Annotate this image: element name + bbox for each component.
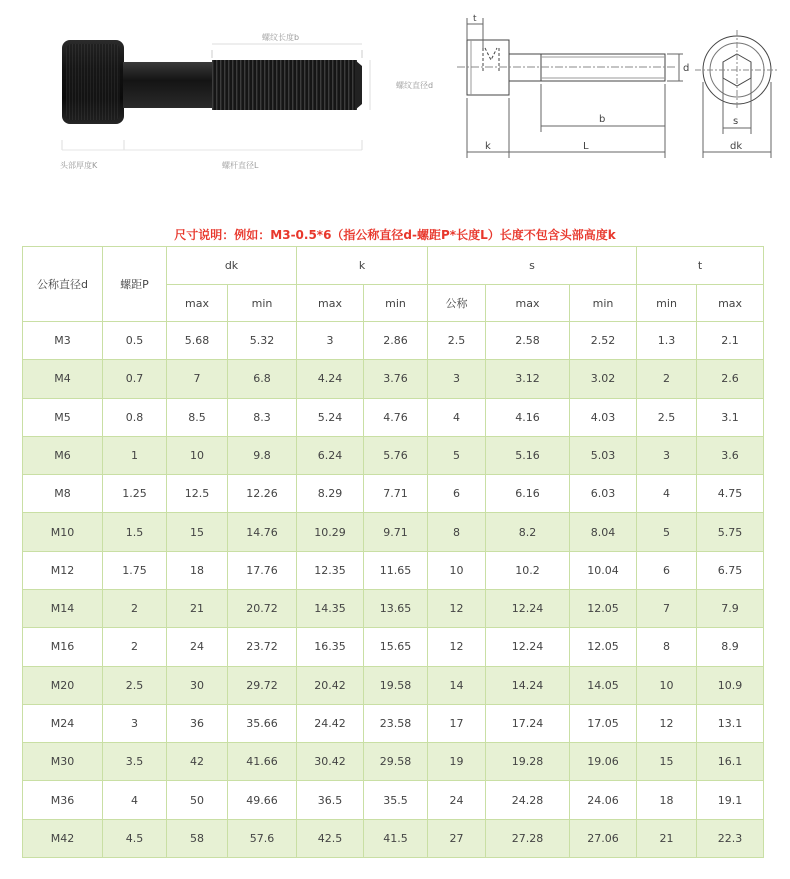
table-cell: 35.66	[228, 704, 297, 742]
table-cell: 2.5	[103, 666, 167, 704]
dim-k-label: k	[485, 141, 491, 152]
table-cell: 12	[428, 589, 486, 627]
table-cell: 5.76	[364, 436, 428, 474]
table-cell: 29.58	[364, 743, 428, 781]
table-cell: 5.24	[297, 398, 364, 436]
row-size-cell: M10	[23, 513, 103, 551]
table-row	[23, 360, 764, 398]
table-cell: 10.9	[697, 666, 764, 704]
table-cell: 5.16	[486, 436, 570, 474]
table-row	[23, 589, 764, 627]
table-cell: 4.24	[297, 360, 364, 398]
table-cell: 27.06	[570, 819, 637, 857]
table-cell: 17.76	[228, 551, 297, 589]
head-thickness-label: 头部厚度K	[60, 161, 98, 170]
table-cell: 12.5	[167, 475, 228, 513]
table-cell: 6.24	[297, 436, 364, 474]
row-size-cell: M14	[23, 589, 103, 627]
table-cell: 30	[167, 666, 228, 704]
table-cell: 36	[167, 704, 228, 742]
table-row	[23, 819, 764, 857]
row-size-cell: M3	[23, 322, 103, 360]
table-cell: 10.04	[570, 551, 637, 589]
table-cell: 8.5	[167, 398, 228, 436]
table-cell: 8.9	[697, 628, 764, 666]
thread-length-label: 螺纹长度b	[262, 33, 300, 42]
table-cell: 6.16	[486, 475, 570, 513]
table-cell: 2.1	[697, 322, 764, 360]
table-cell: 5.75	[697, 513, 764, 551]
table-cell: 35.5	[364, 781, 428, 819]
table-cell: 58	[167, 819, 228, 857]
table-cell: 57.6	[228, 819, 297, 857]
table-cell: 4.76	[364, 398, 428, 436]
table-cell: 4.75	[697, 475, 764, 513]
table-cell: 29.72	[228, 666, 297, 704]
table-cell: 9.71	[364, 513, 428, 551]
row-size-cell: M20	[23, 666, 103, 704]
table-cell: 0.8	[103, 398, 167, 436]
dim-t-label: t	[473, 14, 477, 24]
table-row	[23, 551, 764, 589]
table-cell: 5.68	[167, 322, 228, 360]
table-cell: 15	[167, 513, 228, 551]
table-cell: 20.42	[297, 666, 364, 704]
col-s-nominal: 公称	[428, 285, 486, 322]
table-cell: 3	[428, 360, 486, 398]
table-cell: 1.3	[637, 322, 697, 360]
table-cell: 7	[167, 360, 228, 398]
table-cell: 6	[637, 551, 697, 589]
table-cell: 3.6	[697, 436, 764, 474]
col-nominal-diameter: 公称直径d	[23, 247, 103, 322]
table-cell: 27.28	[486, 819, 570, 857]
table-cell: 23.72	[228, 628, 297, 666]
col-group-k: k	[297, 247, 428, 285]
table-cell: 24	[428, 781, 486, 819]
row-size-cell: M42	[23, 819, 103, 857]
table-cell: 12.05	[570, 628, 637, 666]
col-s-max: max	[486, 285, 570, 322]
table-row	[23, 666, 764, 704]
table-cell: 7.9	[697, 589, 764, 627]
table-cell: 24.06	[570, 781, 637, 819]
table-cell: 2	[637, 360, 697, 398]
table-cell: 8	[428, 513, 486, 551]
table-row	[23, 513, 764, 551]
table-cell: 36.5	[297, 781, 364, 819]
col-s-min: min	[570, 285, 637, 322]
dim-d-label: d	[683, 63, 690, 74]
table-cell: 8.2	[486, 513, 570, 551]
table-cell: 5	[428, 436, 486, 474]
table-row	[23, 436, 764, 474]
table-cell: 4	[428, 398, 486, 436]
table-cell: 12.26	[228, 475, 297, 513]
table-cell: 21	[167, 589, 228, 627]
table-cell: 19.06	[570, 743, 637, 781]
table-cell: 2.86	[364, 322, 428, 360]
col-group-dk: dk	[167, 247, 297, 285]
table-cell: 12	[637, 704, 697, 742]
table-cell: 10.2	[486, 551, 570, 589]
table-cell: 8.04	[570, 513, 637, 551]
table-cell: 14.24	[486, 666, 570, 704]
table-cell: 14	[428, 666, 486, 704]
table-cell: 8	[637, 628, 697, 666]
table-cell: 17.24	[486, 704, 570, 742]
table-cell: 5.32	[228, 322, 297, 360]
table-cell: 1.25	[103, 475, 167, 513]
table-cell: 15	[637, 743, 697, 781]
table-cell: 10	[428, 551, 486, 589]
row-size-cell: M36	[23, 781, 103, 819]
table-cell: 24	[167, 628, 228, 666]
table-row	[23, 628, 764, 666]
table-cell: 16.1	[697, 743, 764, 781]
table-cell: 2.58	[486, 322, 570, 360]
dim-b-label: b	[599, 114, 606, 125]
table-cell: 12.24	[486, 628, 570, 666]
table-cell: 24.28	[486, 781, 570, 819]
table-cell: 3.12	[486, 360, 570, 398]
table-cell: 15.65	[364, 628, 428, 666]
row-size-cell: M12	[23, 551, 103, 589]
table-cell: 42	[167, 743, 228, 781]
table-cell: 2.6	[697, 360, 764, 398]
table-cell: 50	[167, 781, 228, 819]
row-size-cell: M30	[23, 743, 103, 781]
table-row	[23, 398, 764, 436]
table-cell: 1.75	[103, 551, 167, 589]
col-k-min: min	[364, 285, 428, 322]
col-group-s: s	[428, 247, 637, 285]
table-cell: 6	[428, 475, 486, 513]
table-cell: 19.28	[486, 743, 570, 781]
row-size-cell: M6	[23, 436, 103, 474]
table-cell: 17.05	[570, 704, 637, 742]
table-cell: 4.5	[103, 819, 167, 857]
table-cell: 2.52	[570, 322, 637, 360]
table-cell: 4	[637, 475, 697, 513]
table-cell: 10	[167, 436, 228, 474]
table-cell: 2.5	[428, 322, 486, 360]
table-cell: 4.03	[570, 398, 637, 436]
table-cell: 2.5	[637, 398, 697, 436]
col-t-min: min	[637, 285, 697, 322]
table-cell: 16.35	[297, 628, 364, 666]
table-cell: 3	[637, 436, 697, 474]
table-row	[23, 704, 764, 742]
table-cell: 10.29	[297, 513, 364, 551]
row-size-cell: M8	[23, 475, 103, 513]
table-cell: 3.5	[103, 743, 167, 781]
table-row	[23, 781, 764, 819]
table-cell: 14.35	[297, 589, 364, 627]
table-cell: 7.71	[364, 475, 428, 513]
table-cell: 41.5	[364, 819, 428, 857]
table-cell: 6.75	[697, 551, 764, 589]
col-pitch: 螺距P	[103, 247, 167, 322]
row-size-cell: M5	[23, 398, 103, 436]
shank-diameter-label: 螺杆直径L	[222, 161, 259, 170]
table-cell: 19	[428, 743, 486, 781]
size-explanation-caption: 尺寸说明：例如：M3-0.5*6（指公称直径d-螺距P*长度L）长度不包含头部高度k	[174, 228, 616, 242]
table-body	[23, 322, 764, 858]
table-cell: 13.65	[364, 589, 428, 627]
col-dk-max: max	[167, 285, 228, 322]
table-cell: 11.65	[364, 551, 428, 589]
screw-spec-table	[22, 246, 764, 858]
table-cell: 10	[637, 666, 697, 704]
table-cell: 42.5	[297, 819, 364, 857]
table-cell: 8.29	[297, 475, 364, 513]
table-header-row	[23, 247, 764, 285]
table-cell: 18	[167, 551, 228, 589]
table-cell: 9.8	[228, 436, 297, 474]
table-cell: 14.05	[570, 666, 637, 704]
table-cell: 17	[428, 704, 486, 742]
dim-L-label: L	[583, 141, 589, 152]
product-photo	[0, 0, 450, 200]
table-cell: 1.5	[103, 513, 167, 551]
table-cell: 14.76	[228, 513, 297, 551]
table-cell: 12.35	[297, 551, 364, 589]
table-cell: 12.05	[570, 589, 637, 627]
table-cell: 13.1	[697, 704, 764, 742]
col-t-max: max	[697, 285, 764, 322]
table-cell: 2	[103, 589, 167, 627]
table-cell: 5.03	[570, 436, 637, 474]
table-cell: 3.76	[364, 360, 428, 398]
table-cell: 12.24	[486, 589, 570, 627]
table-cell: 2	[103, 628, 167, 666]
thread-diameter-label: 螺纹直径d	[396, 81, 434, 90]
table-row	[23, 322, 764, 360]
table-cell: 20.72	[228, 589, 297, 627]
table-cell: 22.3	[697, 819, 764, 857]
table-cell: 8.3	[228, 398, 297, 436]
table-cell: 4.16	[486, 398, 570, 436]
row-size-cell: M24	[23, 704, 103, 742]
table-cell: 6.8	[228, 360, 297, 398]
table-cell: 0.5	[103, 322, 167, 360]
row-size-cell: M4	[23, 360, 103, 398]
table-cell: 19.58	[364, 666, 428, 704]
table-cell: 4	[103, 781, 167, 819]
table-cell: 1	[103, 436, 167, 474]
table-row	[23, 743, 764, 781]
table-cell: 21	[637, 819, 697, 857]
table-cell: 30.42	[297, 743, 364, 781]
row-size-cell: M16	[23, 628, 103, 666]
table-cell: 19.1	[697, 781, 764, 819]
dim-dk-label: dk	[730, 141, 743, 152]
dim-s-label: s	[733, 116, 739, 127]
col-dk-min: min	[228, 285, 297, 322]
table-cell: 5	[637, 513, 697, 551]
col-group-t: t	[637, 247, 764, 285]
table-cell: 24.42	[297, 704, 364, 742]
table-cell: 3.02	[570, 360, 637, 398]
table-cell: 18	[637, 781, 697, 819]
table-row	[23, 475, 764, 513]
table-cell: 23.58	[364, 704, 428, 742]
table-cell: 3	[297, 322, 364, 360]
table-cell: 3	[103, 704, 167, 742]
table-cell: 12	[428, 628, 486, 666]
table-cell: 41.66	[228, 743, 297, 781]
table-cell: 49.66	[228, 781, 297, 819]
table-cell: 6.03	[570, 475, 637, 513]
technical-drawing	[455, 10, 785, 170]
table-cell: 7	[637, 589, 697, 627]
col-k-max: max	[297, 285, 364, 322]
table-cell: 0.7	[103, 360, 167, 398]
table-cell: 3.1	[697, 398, 764, 436]
table-cell: 27	[428, 819, 486, 857]
